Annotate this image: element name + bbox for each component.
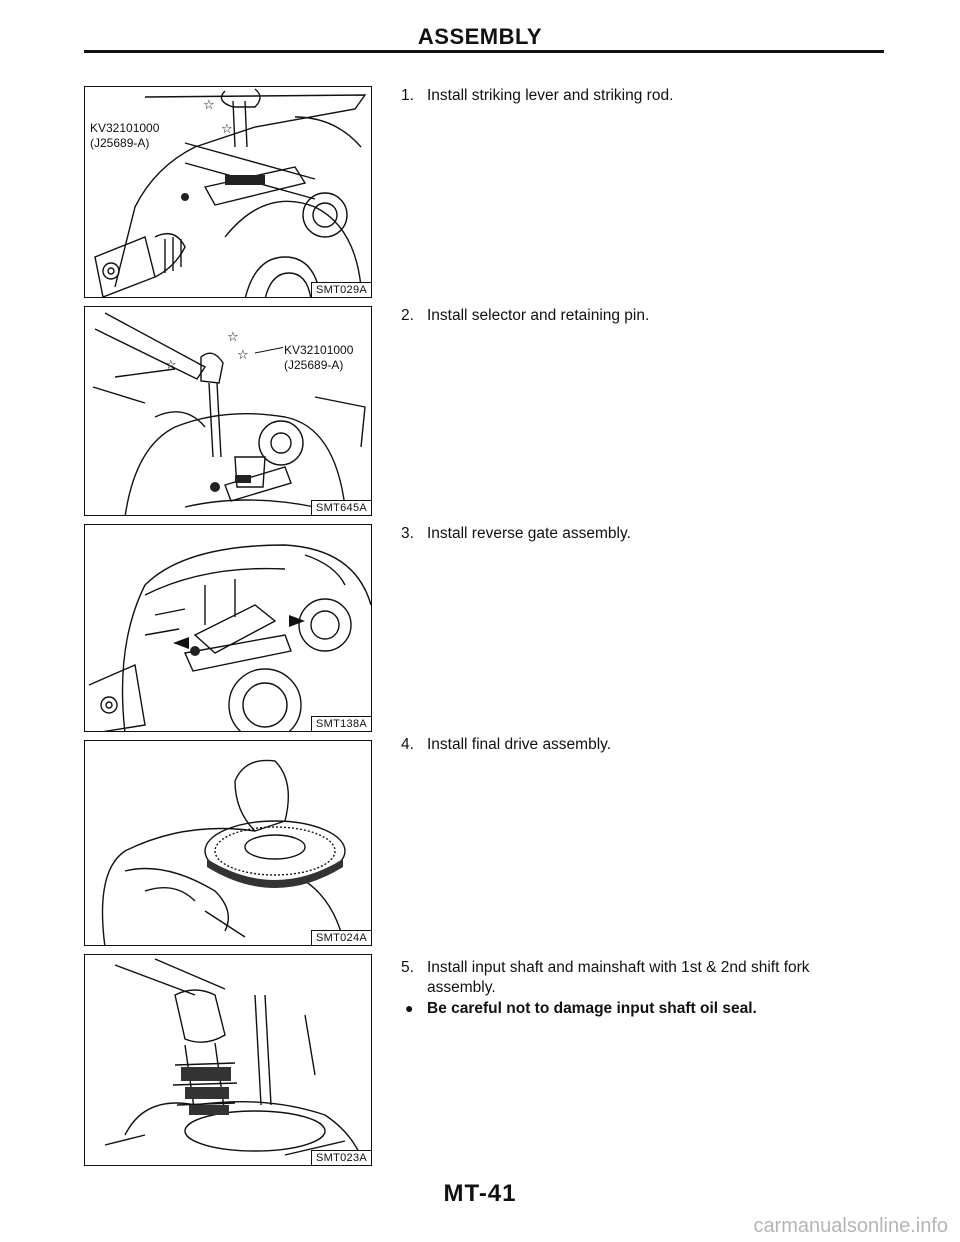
figure-code: SMT138A [311,716,371,731]
figure-selector-pin [84,306,372,516]
watermark: carmanualsonline.info [753,1215,948,1237]
final-drive-illustration [85,741,372,946]
figure-code: SMT024A [311,930,371,945]
input-shaft-illustration [85,955,372,1166]
star-marker-icon: ☆ [165,358,177,373]
figure-code: SMT023A [311,1150,371,1165]
star-marker-icon: ☆ [237,348,249,363]
caution-note-text: Be careful not to damage input shaft oil seal. [427,1000,757,1017]
step-item [401,86,881,106]
figure-code: SMT029A [311,282,371,297]
step-item [401,306,881,326]
step-item [401,958,881,998]
star-marker-icon: ☆ [227,330,239,345]
step-text: Install selector and retaining pin. [427,307,650,324]
step-number: 3. [401,525,414,542]
bullet-icon: ● [405,1000,414,1016]
figure-code: SMT645A [311,500,371,515]
special-tool-label: KV32101000 (J25689-A) [284,343,354,372]
header-rule [84,50,884,53]
figure-reverse-gate [84,524,372,732]
reverse-gate-illustration [85,525,372,732]
caution-note [405,1000,885,1018]
step-text: Install reverse gate assembly. [427,525,631,542]
step-number: 2. [401,307,414,324]
star-marker-icon: ☆ [221,122,233,137]
figure-striking-lever [84,86,372,298]
step-text: Install final drive assembly. [427,736,612,753]
step-number: 1. [401,87,414,104]
star-marker-icon: ☆ [203,98,215,113]
step-number: 5. [401,959,414,976]
step-text-continued: assembly. [427,979,496,996]
page-title: ASSEMBLY [417,24,543,49]
figure-input-shaft [84,954,372,1166]
step-text: Install striking lever and striking rod. [427,87,674,104]
step-number: 4. [401,736,414,753]
selector-pin-illustration [85,307,372,516]
step-text: Install input shaft and mainshaft with 1st & 2nd shift fork [427,959,810,976]
step-item [401,735,881,755]
figure-final-drive [84,740,372,946]
striking-lever-illustration [85,87,372,298]
step-item [401,524,881,544]
page-number: MT-41 [443,1180,517,1207]
special-tool-label: KV32101000 (J25689-A) [90,121,160,150]
